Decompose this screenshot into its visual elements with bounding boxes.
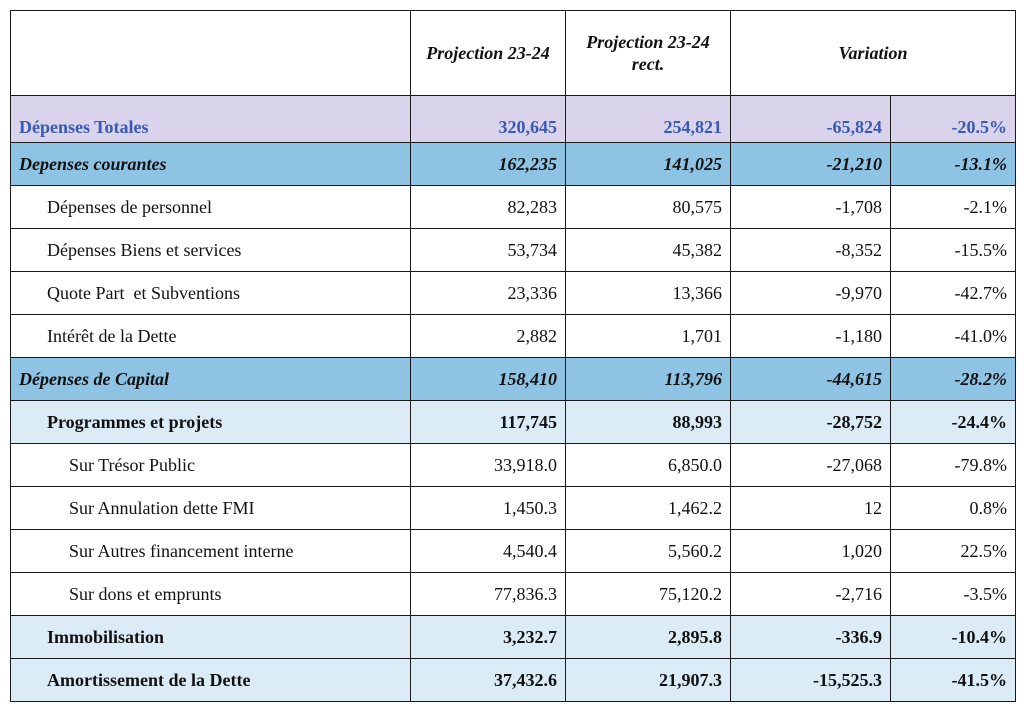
cell-projection: 82,283 — [411, 186, 566, 229]
table-row — [11, 573, 1016, 616]
row-label: Dépenses de personnel — [11, 186, 411, 229]
cell-projection: 1,450.3 — [411, 487, 566, 530]
cell-projection-rect: 5,560.2 — [566, 530, 731, 573]
cell-projection: 2,882 — [411, 315, 566, 358]
row-label: Dépenses Totales — [11, 96, 411, 143]
row-label: Programmes et projets — [11, 401, 411, 444]
cell-variation-abs: -9,970 — [731, 272, 891, 315]
cell-projection: 117,745 — [411, 401, 566, 444]
cell-projection: 37,432.6 — [411, 659, 566, 702]
cell-variation-pct: -41.0% — [891, 315, 1016, 358]
table-row — [11, 659, 1016, 702]
table-row — [11, 229, 1016, 272]
cell-variation-abs: -21,210 — [731, 143, 891, 186]
cell-projection-rect: 2,895.8 — [566, 616, 731, 659]
cell-variation-pct: -15.5% — [891, 229, 1016, 272]
cell-variation-abs: -1,708 — [731, 186, 891, 229]
cell-projection: 77,836.3 — [411, 573, 566, 616]
row-label: Amortissement de la Dette — [11, 659, 411, 702]
row-label: Quote Part et Subventions — [11, 272, 411, 315]
cell-variation-abs: -27,068 — [731, 444, 891, 487]
cell-projection-rect: 88,993 — [566, 401, 731, 444]
cell-variation-abs: -8,352 — [731, 229, 891, 272]
cell-variation-pct: -79.8% — [891, 444, 1016, 487]
cell-projection: 162,235 — [411, 143, 566, 186]
table-row — [11, 616, 1016, 659]
cell-variation-pct: 22.5% — [891, 530, 1016, 573]
cell-variation-abs: -28,752 — [731, 401, 891, 444]
cell-variation-abs: -15,525.3 — [731, 659, 891, 702]
row-label: Sur Annulation dette FMI — [11, 487, 411, 530]
cell-projection: 4,540.4 — [411, 530, 566, 573]
budget-table — [10, 10, 1016, 702]
row-label: Depenses courantes — [11, 143, 411, 186]
cell-variation-abs: -2,716 — [731, 573, 891, 616]
cell-projection-rect: 254,821 — [566, 96, 731, 143]
cell-variation-pct: -28.2% — [891, 358, 1016, 401]
row-label: Dépenses Biens et services — [11, 229, 411, 272]
cell-projection-rect: 45,382 — [566, 229, 731, 272]
cell-variation-pct: -2.1% — [891, 186, 1016, 229]
cell-variation-pct: -41.5% — [891, 659, 1016, 702]
cell-projection: 3,232.7 — [411, 616, 566, 659]
table-row — [11, 186, 1016, 229]
cell-projection-rect: 13,366 — [566, 272, 731, 315]
row-label: Sur Trésor Public — [11, 444, 411, 487]
cell-projection: 158,410 — [411, 358, 566, 401]
cell-variation-pct: -24.4% — [891, 401, 1016, 444]
cell-variation-pct: 0.8% — [891, 487, 1016, 530]
cell-projection: 33,918.0 — [411, 444, 566, 487]
cell-variation-pct: -10.4% — [891, 616, 1016, 659]
table-row — [11, 315, 1016, 358]
cell-projection: 53,734 — [411, 229, 566, 272]
cell-variation-pct: -3.5% — [891, 573, 1016, 616]
cell-projection: 320,645 — [411, 96, 566, 143]
cell-variation-abs: 12 — [731, 487, 891, 530]
row-label: Sur dons et emprunts — [11, 573, 411, 616]
header-row — [11, 11, 1016, 96]
cell-variation-abs: -44,615 — [731, 358, 891, 401]
table-row — [11, 272, 1016, 315]
header-projection: Projection 23-24 — [411, 11, 566, 96]
cell-projection-rect: 75,120.2 — [566, 573, 731, 616]
cell-variation-pct: -13.1% — [891, 143, 1016, 186]
table-row — [11, 487, 1016, 530]
cell-projection-rect: 21,907.3 — [566, 659, 731, 702]
header-projection-rect: Projection 23-24 rect. — [566, 11, 731, 96]
table-row — [11, 358, 1016, 401]
table-row — [11, 96, 1016, 143]
cell-projection-rect: 141,025 — [566, 143, 731, 186]
cell-variation-abs: -1,180 — [731, 315, 891, 358]
cell-projection: 23,336 — [411, 272, 566, 315]
cell-projection-rect: 80,575 — [566, 186, 731, 229]
header-variation: Variation — [731, 11, 1016, 96]
row-label: Immobilisation — [11, 616, 411, 659]
cell-variation-abs: -65,824 — [731, 96, 891, 143]
cell-variation-abs: 1,020 — [731, 530, 891, 573]
header-label-col — [11, 11, 411, 96]
table-row — [11, 401, 1016, 444]
row-label: Dépenses de Capital — [11, 358, 411, 401]
table-row — [11, 143, 1016, 186]
cell-variation-abs: -336.9 — [731, 616, 891, 659]
cell-projection-rect: 113,796 — [566, 358, 731, 401]
cell-variation-pct: -42.7% — [891, 272, 1016, 315]
cell-projection-rect: 1,462.2 — [566, 487, 731, 530]
budget-table-container — [10, 10, 1016, 702]
row-label: Sur Autres financement interne — [11, 530, 411, 573]
table-row — [11, 530, 1016, 573]
row-label: Intérêt de la Dette — [11, 315, 411, 358]
table-row — [11, 444, 1016, 487]
cell-projection-rect: 6,850.0 — [566, 444, 731, 487]
cell-variation-pct: -20.5% — [891, 96, 1016, 143]
cell-projection-rect: 1,701 — [566, 315, 731, 358]
